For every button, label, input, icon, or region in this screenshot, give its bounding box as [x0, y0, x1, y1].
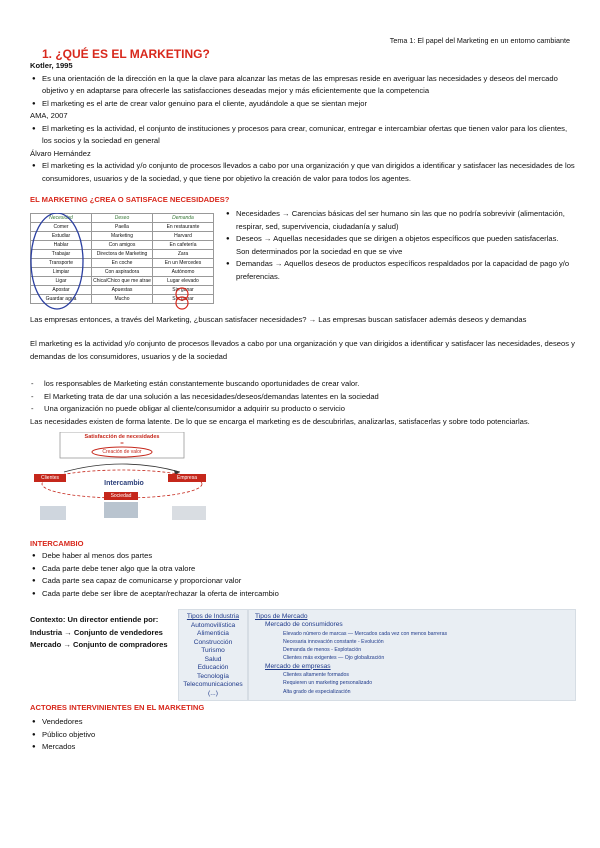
section-title: 1. ¿QUÉ ES EL MARKETING? — [42, 47, 210, 61]
list-item: Tecnología — [197, 672, 229, 680]
page-header: Tema 1: El papel del Marketing en un entorno cambiante — [389, 36, 570, 45]
market-group-companies: Mercado de empresas — [265, 662, 331, 670]
clients-box: Clientes — [34, 474, 66, 482]
people-photo — [40, 506, 66, 520]
question-line: Las empresas entonces, a través del Marketing, ¿buscan satisfacer necesidades? → Las empresas buscan satisfacer además deseos y demandas — [30, 315, 527, 324]
diagram-center-label: Intercambio — [104, 480, 144, 487]
list-item: Construcción — [193, 638, 233, 646]
exchange-conditions — [30, 550, 430, 600]
crowd-photo — [104, 502, 138, 518]
car-photo — [172, 506, 206, 520]
table-row: Trabajar Directora de Marketing Zara — [31, 250, 214, 259]
list-item: - El Marketing trata de dar una solución a las necesidades/deseos/demandas latentes en la sociedad — [30, 391, 575, 404]
table-row: Ligar Chica/Chico que me atrae Lugar elevado — [31, 277, 214, 286]
table-row: Hablar Con amigos En cafetería — [31, 241, 214, 250]
list-item: Necesaria innovación constante - Evolución — [283, 638, 384, 645]
list-item: ● Debe haber al menos dos partes — [30, 550, 430, 563]
list-item: Salud — [204, 655, 222, 663]
list-item: Demanda de menos - Explotación — [283, 647, 362, 654]
needs-definitions — [224, 208, 574, 283]
actors-list — [30, 716, 230, 754]
list-item: Telecomunicaciones — [183, 681, 243, 688]
list-item: ● Cada parte debe tener algo que la otra valore — [30, 563, 430, 576]
list-item: Requieren un marketing personalizado — [283, 680, 373, 687]
diagram-equals: = — [120, 441, 124, 447]
definitions — [30, 60, 575, 185]
list-item: ● Necesidades → Carencias básicas del ser humano sin las que no podría sobrevivir (alimentación, respirar, sed, supervivencia, ciudadanía y salud) — [224, 208, 574, 233]
exchange-diagram — [34, 432, 214, 524]
market-group-consumers: Mercado de consumidores — [265, 621, 343, 629]
list-item: - los responsables de Marketing están constantemente buscando oportunidades de crear valor. — [30, 378, 575, 391]
list-item: Elevado número de marcas — Mercados cada vez con menos barreras — [283, 630, 448, 637]
table-header: Necesidad — [31, 214, 92, 223]
list-item: ● Mercados — [30, 741, 230, 754]
author-ama: AMA, 2007 — [30, 111, 68, 120]
industry-types-panel — [178, 609, 248, 701]
list-item: (...) — [208, 689, 218, 697]
table-row: Transporte En coche En un Mercedes — [31, 259, 214, 268]
table-row: Apostar Apuestas Sin ganar — [31, 286, 214, 295]
table-annotation — [30, 213, 220, 311]
company-box: Empresa — [168, 474, 206, 482]
society-box: Sociedad — [104, 492, 138, 500]
table-row: Estudiar Marketing Harvard — [31, 232, 214, 241]
table-header: Deseo — [92, 214, 153, 223]
table-row: Comer Paella En restaurante — [31, 223, 214, 232]
context-block — [30, 614, 180, 652]
needs-heading: EL MARKETING ¿CREA O SATISFACE NECESIDADES? — [30, 195, 230, 204]
diagram-top-label: Satisfacción de necesidades — [84, 434, 160, 440]
needs-table-figure — [30, 213, 220, 311]
market-title: Tipos de Mercado — [255, 613, 308, 620]
latent-line: Las necesidades existen de forma latente. De lo que se encarga el marketing es de descubrirlas, analizarlas, satisfacerlas y sobre todo potenciarlas. — [30, 417, 530, 426]
list-item: ● Público objetivo — [30, 729, 230, 742]
table-row: Limpiar Con aspiradora Autónomo — [31, 268, 214, 277]
list-item: ● Demandas → Aquellos deseos de productos específicos respaldados por la capacidad de pago y/o preferencias. — [224, 258, 574, 283]
exchange-heading: INTERCAMBIO — [30, 539, 84, 548]
list-item: Automovilística — [190, 621, 236, 629]
list-item: ● Vendedores — [30, 716, 230, 729]
list-item: - Una organización no puede obligar al cliente/consumidor a adquirir su producto o servicio — [30, 403, 575, 416]
actors-heading: ACTORES INTERVINIENTES EN EL MARKETING — [30, 703, 205, 712]
market-types-panel — [248, 609, 576, 701]
author-kotler: Kotler, 1995 — [30, 61, 73, 70]
list-item: ● El marketing es la actividad, el conjunto de instituciones y procesos para crear, comunicar, entregar e intercambiar ofertas que tienen valor para los clientes, los socios y la sociedad en general — [30, 123, 575, 148]
list-item: Alimenticia — [197, 630, 229, 637]
list-item: ● El marketing es la actividad y/o conjunto de procesos llevados a cabo por una organización y que van dirigidos a identificar y satisfacer las necesidades de los consumidores, usuarios y de la sociedad, y que tiene por objetivo la creación de valor para todos los agentes. — [30, 160, 575, 185]
responsibilities-list — [30, 378, 575, 416]
context-market: Mercado → Conjunto de compradores — [30, 640, 168, 649]
industry-title: Tipos de Industria — [186, 613, 240, 620]
table-header: Demanda — [153, 214, 214, 223]
list-item: ● Cada parte sea capaz de comunicarse y proporcionar valor — [30, 575, 430, 588]
author-hernandez: Álvaro Hernández — [30, 148, 91, 158]
list-item: Educación — [197, 664, 229, 671]
diagram-oval-label: Creación de valor — [102, 449, 142, 455]
list-item: ● El marketing es el arte de crear valor genuino para el cliente, ayudándole a que se sientan mejor — [30, 98, 575, 111]
context-industry: Industria → Conjunto de vendedores — [30, 627, 163, 637]
list-item: ● Es una orientación de la dirección en la que la clave para alcanzar las metas de las empresas reside en averiguar las necesidades y deseos del mercado objetivo y en adaptarse para ofrecerle las satisfacciones deseadas mejor y más eficientemente que la competencia — [30, 73, 575, 98]
list-item: Turismo — [201, 647, 225, 654]
table-row: Guardar agua Mucho Sin ganar — [31, 295, 214, 304]
list-item: ● Deseos → Aquellas necesidades que se dirigen a objetos específicos que pueden satisfacerlas. Son determinados por la sociedad en que se vive — [224, 233, 574, 258]
list-item: Alta grado de especialización — [283, 688, 351, 695]
list-item: Clientes altamente formados — [283, 672, 350, 679]
list-item: Clientes más exigentes — Ojo globalización — [283, 655, 385, 662]
activity-paragraph: El marketing es la actividad y/o conjunto de procesos llevados a cabo por una organización y que van dirigidos a identificar y satisfacer las necesidades, deseos y demandas de los consumidores, usuarios y de la sociedad — [30, 339, 575, 361]
context-title: Contexto: Un director entiende por: — [30, 615, 159, 624]
list-item: ● Cada parte debe ser libre de aceptar/rechazar la oferta de intercambio — [30, 588, 430, 601]
